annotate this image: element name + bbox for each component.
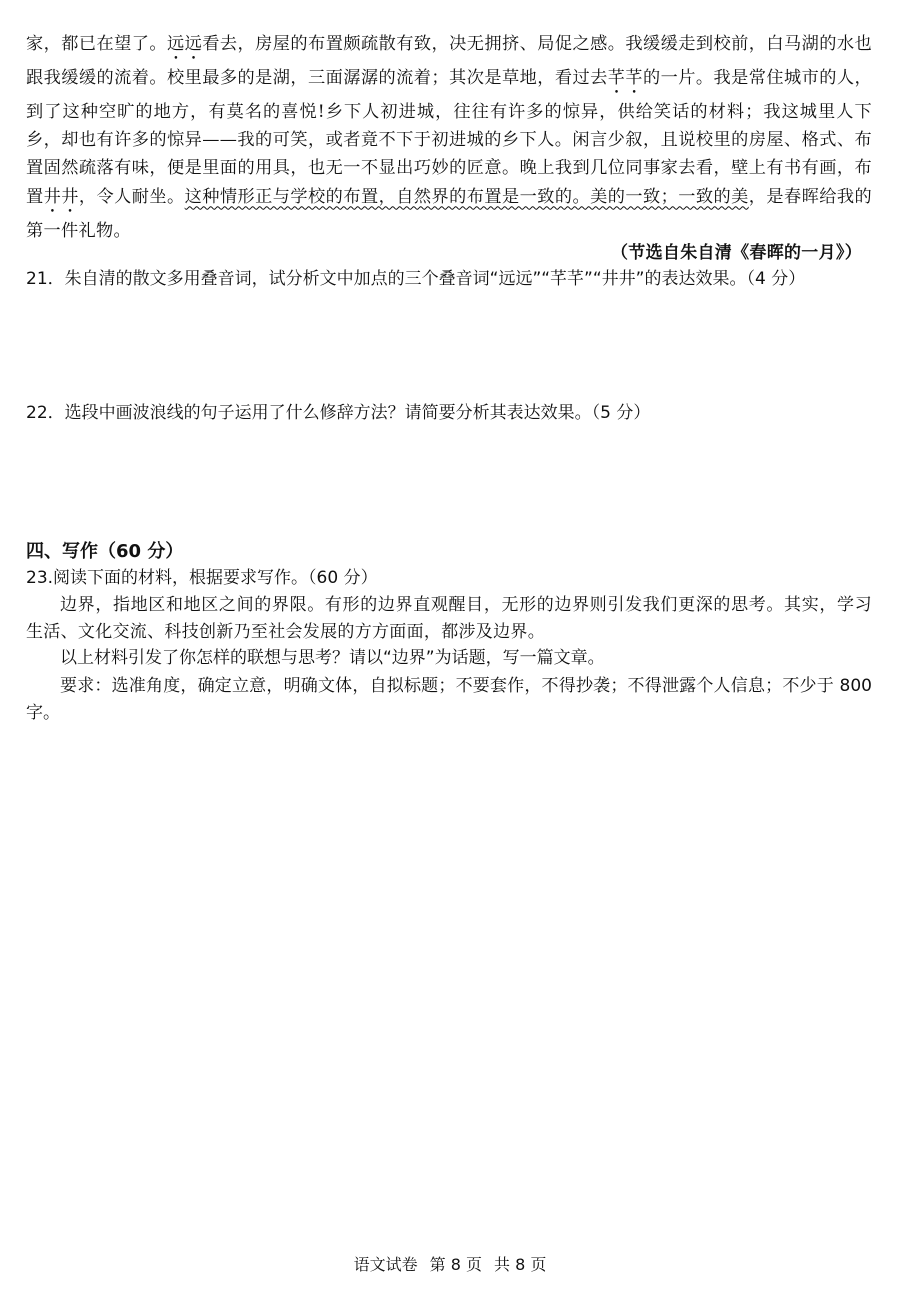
question-23: 23.阅读下面的材料，根据要求写作。（60 分） (26, 568, 378, 588)
passage-text-4: ，令人耐坐。 (78, 186, 185, 207)
footer-page-number: 第 8 页 (429, 1255, 482, 1274)
dotted-word-qianqian: 芊芊 (607, 68, 643, 88)
writing-requirements: 要求：选准角度，确定立意，明确文体，自拟标题；不要套作，不得抄袭；不得泄露个人信息；不少于 800 字。 (26, 676, 872, 723)
writing-prompt: 以上材料引发了你怎样的联想与思考？请以“边界”为话题，写一篇文章。 (60, 648, 605, 668)
passage-text-3: 的一片。我是常住城市的人，到了这种空旷的地方，有莫名的喜悦!乡下人初进城，往往有许多的惊异，供给笑话的材料；我这城里人下乡，却也有许多的惊异——我的可笑，或者竟不下于初进城的乡下人。闲言少叙，且说校里的房屋、格式、布置固然疏落有味，便是里面的用具，也无一不显出巧妙的匠意。晚上我到几位同事家去看，壁上有书有画，布置 (26, 68, 873, 207)
reading-passage (26, 30, 872, 245)
footer-total-pages: 共 8 页 (494, 1255, 547, 1274)
passage-text-5: ，是春晖给我的第一件礼物。 (26, 186, 872, 241)
section-title-writing: 四、写作（60 分） (26, 541, 184, 562)
page-footer (0, 1254, 900, 1276)
writing-material: 边界，指地区和地区之间的界限。有形的边界直观醒目，无形的边界则引发我们更深的思考。其实，学习生活、文化交流、科技创新乃至社会发展的方方面面，都涉及边界。 (26, 595, 872, 642)
passage-text-1: 家，都已在望了。 (26, 34, 168, 54)
passage-source: （节选自朱自清《春晖的一月》） (611, 243, 862, 263)
dotted-word-jingjing: 井井 (43, 186, 79, 207)
passage-text-2: 看去，房屋的布置颇疏散有致，决无拥挤、局促之感。我缓缓走到校前，白马湖的水也跟我缓缓的流着。校里最多的是湖，三面潺潺的流着；其次是草地，看过去 (26, 34, 873, 88)
wavy-underlined-sentence: 这种情形正与学校的布置，自然界的布置是一致的。美的一致；一致的美 (184, 186, 749, 207)
dotted-word-yuanyuan: 远远 (167, 34, 203, 54)
question-22: 22．选段中画波浪线的句子运用了什么修辞方法？请简要分析其表达效果。（5 分） (26, 403, 651, 423)
footer-subject: 语文试卷 (353, 1255, 418, 1274)
question-21: 21．朱自清的散文多用叠音词，试分析文中加点的三个叠音词“远远”“芊芊”“井井”的表达效果。（4 分） (26, 269, 806, 289)
